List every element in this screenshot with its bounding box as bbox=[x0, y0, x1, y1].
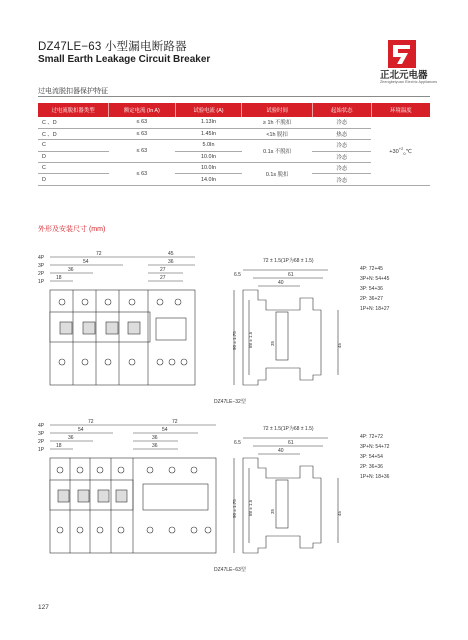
cell-current: 10.0In bbox=[175, 151, 242, 162]
cell-type: C 、D bbox=[38, 128, 109, 139]
dim-text: 18 bbox=[56, 275, 62, 281]
dim-text: 61 bbox=[288, 272, 294, 278]
cell-rated: ≤ 63 bbox=[109, 163, 176, 186]
cell-current: 1.45In bbox=[175, 128, 242, 139]
dim-text: 61 bbox=[288, 440, 294, 446]
dim-text: 40 bbox=[278, 280, 284, 286]
cell-type: C 、D bbox=[38, 117, 109, 128]
dim-text: 45 bbox=[168, 251, 174, 257]
dim-text: 45 bbox=[337, 342, 342, 348]
pole-label: 1P bbox=[38, 279, 45, 285]
dim-text: 72 bbox=[172, 419, 178, 425]
cell-rated: ≤ 63 bbox=[109, 128, 176, 139]
dim-text: 54 bbox=[78, 427, 84, 433]
width-spec: 3P+N: 54+45 bbox=[360, 276, 390, 282]
dimension-drawing-32 bbox=[38, 250, 430, 405]
col-header: 起始状态 bbox=[312, 103, 371, 117]
width-spec: 3P: 54+36 bbox=[360, 286, 383, 292]
page-subtitle: Small Earth Leakage Circuit Breaker bbox=[38, 54, 211, 65]
temp-base: +30 bbox=[389, 148, 399, 155]
pole-label: 1P bbox=[38, 447, 45, 453]
dim-text: 90 ± 1.75 bbox=[232, 331, 237, 350]
logo-name-cn: 正北元电器 bbox=[380, 70, 428, 81]
logo-mark-icon bbox=[388, 40, 416, 68]
cell-temperature bbox=[371, 117, 430, 185]
side-top-dim: 72 ± 1.5(1P为68 ± 1.5) bbox=[263, 258, 314, 264]
dim-text: 36 bbox=[152, 443, 158, 449]
model-caption: DZ47LE−32型 bbox=[214, 399, 246, 405]
width-spec: 1P+N: 18+27 bbox=[360, 306, 390, 312]
dim-text: 90 ± 1.75 bbox=[232, 499, 237, 518]
cell-rated: ≤ 63 bbox=[109, 140, 176, 163]
dim-text: 35 bbox=[270, 340, 275, 346]
dimension-lines bbox=[50, 425, 216, 449]
side-top-dim: 72 ± 1.5(1P为68 ± 1.5) bbox=[263, 426, 314, 432]
temp-sub: 0 bbox=[403, 150, 406, 156]
breaker-front-view bbox=[50, 458, 216, 553]
cell-state: 冷态 bbox=[312, 140, 371, 151]
dim-text: 88 ± 1.5 bbox=[248, 331, 253, 348]
pole-label: 3P bbox=[38, 263, 45, 269]
dim-text: 72 bbox=[96, 251, 102, 257]
dim-text: 27 bbox=[160, 275, 166, 281]
width-spec: 4P: 72+72 bbox=[360, 434, 383, 440]
pole-label: 4P bbox=[38, 423, 45, 429]
width-spec: 1P+N: 18+36 bbox=[360, 474, 390, 480]
model-caption: DZ47LE−63型 bbox=[214, 567, 246, 573]
dim-text: 36 bbox=[68, 267, 74, 273]
drawing-svg-32 bbox=[38, 250, 430, 400]
cell-current: 5.0In bbox=[175, 140, 242, 151]
width-spec: 3P+N: 54+72 bbox=[360, 444, 390, 450]
cell-type: C bbox=[38, 140, 109, 151]
col-header: 额定电流 (In A) bbox=[109, 103, 176, 117]
dim-text: 54 bbox=[162, 427, 168, 433]
dimension-drawing-63 bbox=[38, 418, 430, 573]
cell-state: 冷态 bbox=[312, 174, 371, 185]
dim-text: 45 bbox=[337, 510, 342, 516]
dim-text: 27 bbox=[160, 267, 166, 273]
col-header: 试验时间 bbox=[242, 103, 313, 117]
dim-text: 40 bbox=[278, 448, 284, 454]
breaker-side-view bbox=[234, 270, 338, 385]
cell-time: 0.1s 脱扣 bbox=[242, 163, 313, 186]
col-header: 试验电流 (A) bbox=[175, 103, 242, 117]
dim-text: 88 ± 1.5 bbox=[248, 499, 253, 516]
dim-text: 36 bbox=[152, 435, 158, 441]
breaker-side-view bbox=[234, 438, 338, 553]
dim-text: 18 bbox=[56, 443, 62, 449]
cell-current: 14.0In bbox=[175, 174, 242, 185]
cell-type: D bbox=[38, 174, 109, 185]
cell-type: C bbox=[38, 163, 109, 174]
dim-text: 72 bbox=[88, 419, 94, 425]
dimension-section-title: 外形及安装尺寸 (mm) bbox=[38, 226, 106, 233]
cell-time: <1h 脱扣 bbox=[242, 128, 313, 139]
width-spec: 2P: 36+27 bbox=[360, 296, 383, 302]
cell-type: D bbox=[38, 151, 109, 162]
width-spec: 4P: 72+45 bbox=[360, 266, 383, 272]
cell-state: 热态 bbox=[312, 128, 371, 139]
dim-text: 35 bbox=[270, 508, 275, 514]
pole-label: 4P bbox=[38, 255, 45, 261]
temp-sup: +2 bbox=[398, 145, 404, 151]
width-spec: 3P: 54+54 bbox=[360, 454, 383, 460]
cell-state: 冷态 bbox=[312, 163, 371, 174]
cell-state: 冷态 bbox=[312, 151, 371, 162]
width-spec: 2P: 36+36 bbox=[360, 464, 383, 470]
col-header: 环境温度 bbox=[371, 103, 430, 117]
page-title: DZ47LE−63 小型漏电断路器 bbox=[38, 41, 187, 53]
logo-name-en: Zhengbeiyuan Electric Appliances bbox=[380, 80, 438, 84]
table-row bbox=[38, 117, 430, 128]
dim-text: 36 bbox=[168, 259, 174, 265]
table-header-row bbox=[38, 103, 430, 117]
pole-label: 3P bbox=[38, 431, 45, 437]
dim-text: 6.5 bbox=[234, 440, 241, 446]
dim-text: 54 bbox=[83, 259, 89, 265]
col-header: 过电流脱扣器类型 bbox=[38, 103, 109, 117]
dim-text: 36 bbox=[68, 435, 74, 441]
breaker-front-view bbox=[50, 290, 195, 385]
protection-section-title: 过电流脱扣器保护特征 bbox=[38, 88, 108, 95]
dim-text: 6.5 bbox=[234, 272, 241, 278]
cell-state: 冷态 bbox=[312, 117, 371, 128]
page-number: 127 bbox=[38, 604, 49, 611]
cell-current: 1.13In bbox=[175, 117, 242, 128]
drawing-svg-63 bbox=[38, 418, 430, 568]
pole-label: 2P bbox=[38, 439, 45, 445]
cell-current: 10.0In bbox=[175, 163, 242, 174]
protection-table bbox=[38, 103, 430, 186]
cell-time: ≥ 1h 不脱扣 bbox=[242, 117, 313, 128]
cell-time: 0.1s 不脱扣 bbox=[242, 140, 313, 163]
pole-label: 2P bbox=[38, 271, 45, 277]
temp-unit: ℃ bbox=[405, 148, 412, 155]
section-divider bbox=[38, 96, 430, 97]
cell-rated: ≤ 63 bbox=[109, 117, 176, 128]
